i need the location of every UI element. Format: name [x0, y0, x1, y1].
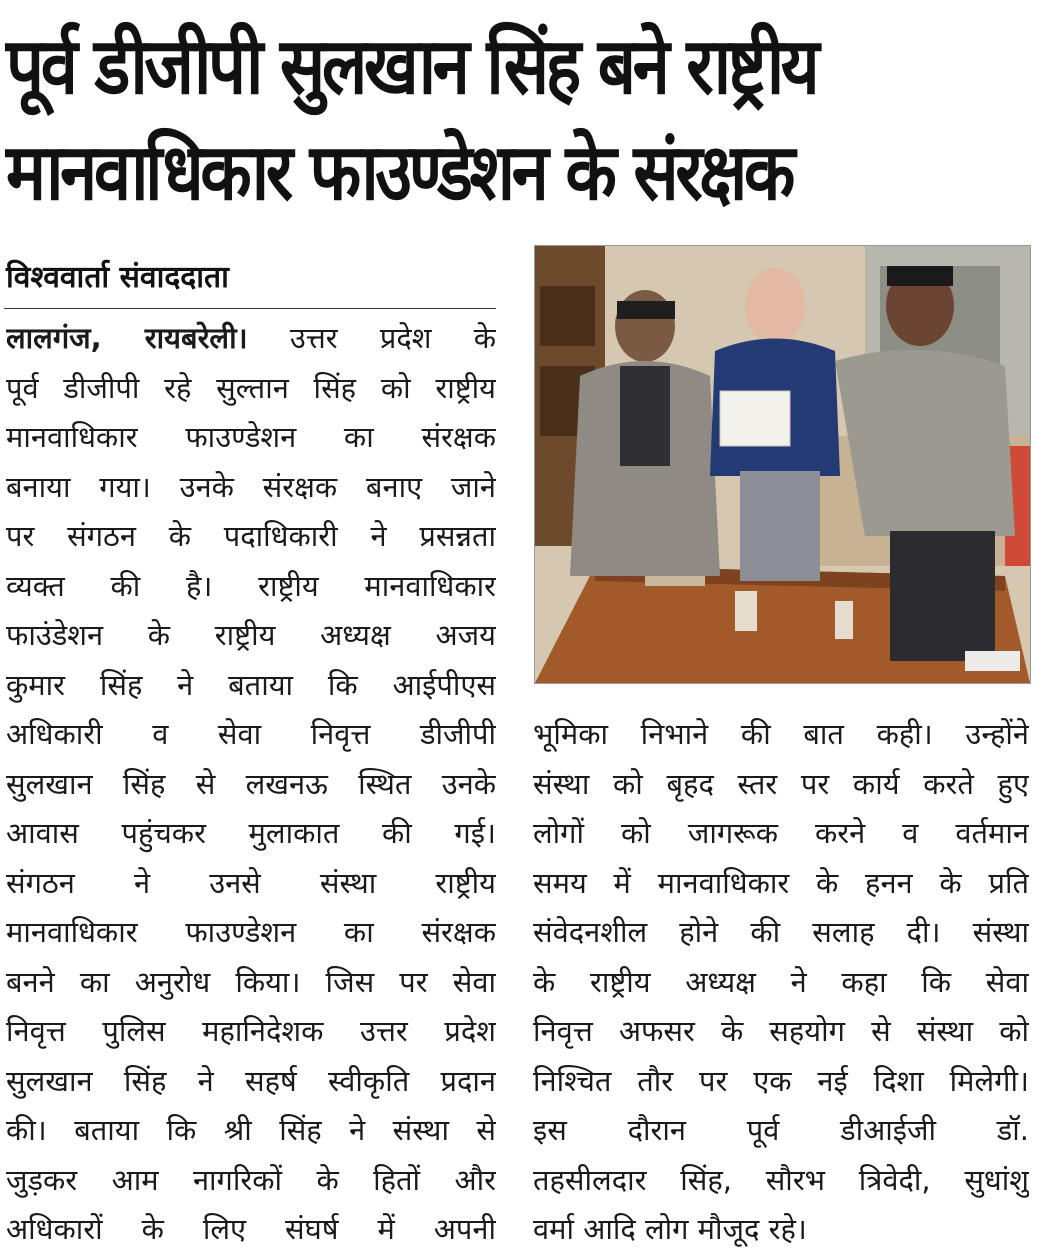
article-right-column	[533, 710, 1029, 1255]
dateline: लालगंज, रायबरेली।	[6, 321, 248, 355]
article-line: अधिकारी व सेवा निवृत्त डीजीपी	[6, 717, 496, 751]
article-line: निवृत्त पुलिस महानिदेशक उत्तर प्रदेश	[6, 1014, 496, 1048]
article-line: संगठन ने उनसे संस्था राष्ट्रीय	[6, 865, 496, 900]
article-line: व्यक्त की है। राष्ट्रीय मानवाधिकार	[6, 568, 496, 603]
article-line: संवेदनशील होने की सलाह दी। संस्था	[533, 915, 1029, 949]
article-line: अधिकारों के लिए संघर्ष में अपनी	[6, 1212, 496, 1246]
article-line: निवृत्त अफसर के सहयोग से संस्था को	[533, 1014, 1029, 1048]
article-line: भूमिका निभाने की बात कही। उन्होंने	[533, 717, 1029, 751]
article-line: पूर्व डीजीपी रहे सुल्तान सिंह को राष्ट्रीय	[6, 370, 496, 405]
headline	[6, 14, 888, 226]
article-line: निश्चित तौर पर एक नई दिशा मिलेगी।	[533, 1063, 1029, 1098]
article-line: मानवाधिकार फाउण्डेशन का संरक्षक	[6, 420, 496, 454]
news-photo	[534, 245, 1031, 684]
article-line-last: वर्मा आदि लोग मौजूद रहे।	[533, 1212, 807, 1246]
article-line: आवास पहुंचकर मुलाकात की गई।	[6, 816, 496, 850]
headline-line-1: पूर्व डीजीपी सुलखान सिंह बने राष्ट्रीय	[6, 22, 817, 112]
article-line: संस्था को बृहद स्तर पर कार्य करते हुए	[533, 766, 1029, 801]
article-line: फाउंडेशन के राष्ट्रीय अध्यक्ष अजय	[6, 618, 496, 652]
article-left-column	[6, 314, 496, 1255]
headline-line-2: मानवाधिकार फाउण्डेशन के संरक्षक	[6, 128, 792, 218]
article-line: कुमार सिंह ने बताया कि आईपीएस	[6, 667, 496, 702]
article-line: मानवाधिकार फाउण्डेशन का संरक्षक	[6, 915, 496, 949]
article-line: की। बताया कि श्री सिंह ने संस्था से	[6, 1113, 496, 1147]
article-line: सुलखान सिंह से लखनऊ स्थित उनके	[6, 766, 496, 801]
article-line: लालगंज, रायबरेली। उत्तर प्रदेश के	[6, 321, 496, 355]
byline-divider	[4, 308, 496, 309]
article-line: पर संगठन के पदाधिकारी ने प्रसन्नता	[6, 519, 496, 553]
article-line: इस दौरान पूर्व डीआईजी डॉ.	[533, 1113, 1029, 1147]
article-line: लोगों को जागरूक करने व वर्तमान	[533, 816, 1029, 850]
article-line: बनने का अनुरोध किया। जिस पर सेवा	[6, 964, 496, 999]
article-line: तहसीलदार सिंह, सौरभ त्रिवेदी, सुधांशु	[533, 1162, 1029, 1197]
article-line: सुलखान सिंह ने सहर्ष स्वीकृति प्रदान	[6, 1063, 496, 1098]
article-line: समय में मानवाधिकार के हनन के प्रति	[533, 865, 1029, 900]
byline: विश्ववार्ता संवाददाता	[6, 260, 229, 295]
article-line: बनाया गया। उनके संरक्षक बनाए जाने	[6, 469, 496, 504]
article-line: जुड़कर आम नागरिकों के हितों और	[6, 1162, 496, 1197]
article-line: के राष्ट्रीय अध्यक्ष ने कहा कि सेवा	[533, 964, 1029, 999]
